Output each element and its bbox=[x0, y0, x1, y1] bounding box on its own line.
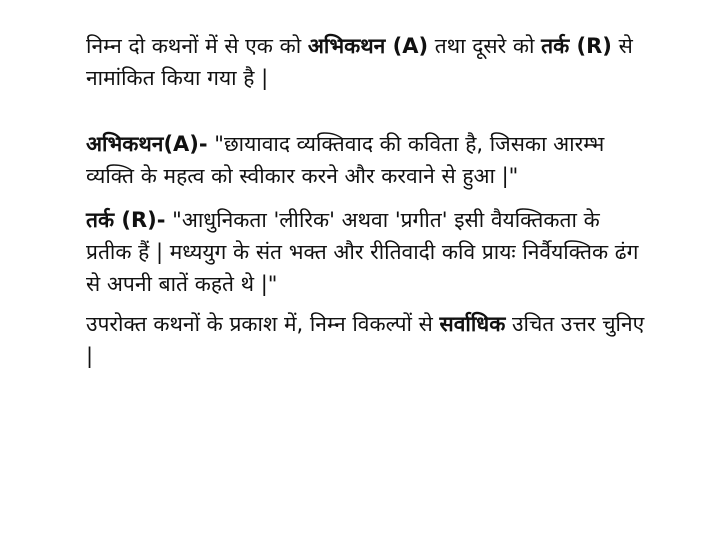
assertion-term: अभिकथन (A) bbox=[307, 34, 429, 58]
instruction-text-2: उचित उत्तर चुनिए | bbox=[86, 312, 645, 368]
reason-text: "आधुनिकता 'लीरिक' अथवा 'प्रगीत' इसी वैयक्तिकता के प्रतीक हैं | मध्ययुग के संत भक्त और रीतिवादी कवि प्रायः निर्वैयक्तिक ढंग से अपनी बातें कहते थे |" bbox=[86, 208, 639, 296]
intro-text-2: तथा दूसरे को bbox=[428, 34, 542, 58]
assertion-label: अभिकथन(A)- bbox=[86, 132, 208, 156]
intro-paragraph bbox=[86, 30, 650, 94]
assertion-paragraph bbox=[86, 128, 650, 192]
reason-term: तर्क (R) bbox=[541, 34, 612, 58]
reason-label: तर्क (R)- bbox=[86, 208, 166, 232]
intro-text-1: निम्न दो कथनों में से एक को bbox=[86, 34, 308, 58]
instruction-emphasis: सर्वाधिक bbox=[439, 312, 506, 336]
reason-paragraph bbox=[86, 204, 650, 300]
instruction-text-1: उपरोक्त कथनों के प्रकाश में, निम्न विकल्पों से bbox=[86, 312, 440, 336]
intro-text-3: से नामांकित किया गया है | bbox=[86, 34, 633, 90]
assertion-text: "छायावाद व्यक्तिवाद की कविता है, जिसका आरम्भ व्यक्ति के महत्व को स्वीकार करने और करवाने से हुआ |" bbox=[86, 132, 605, 188]
instruction-paragraph bbox=[86, 308, 650, 372]
